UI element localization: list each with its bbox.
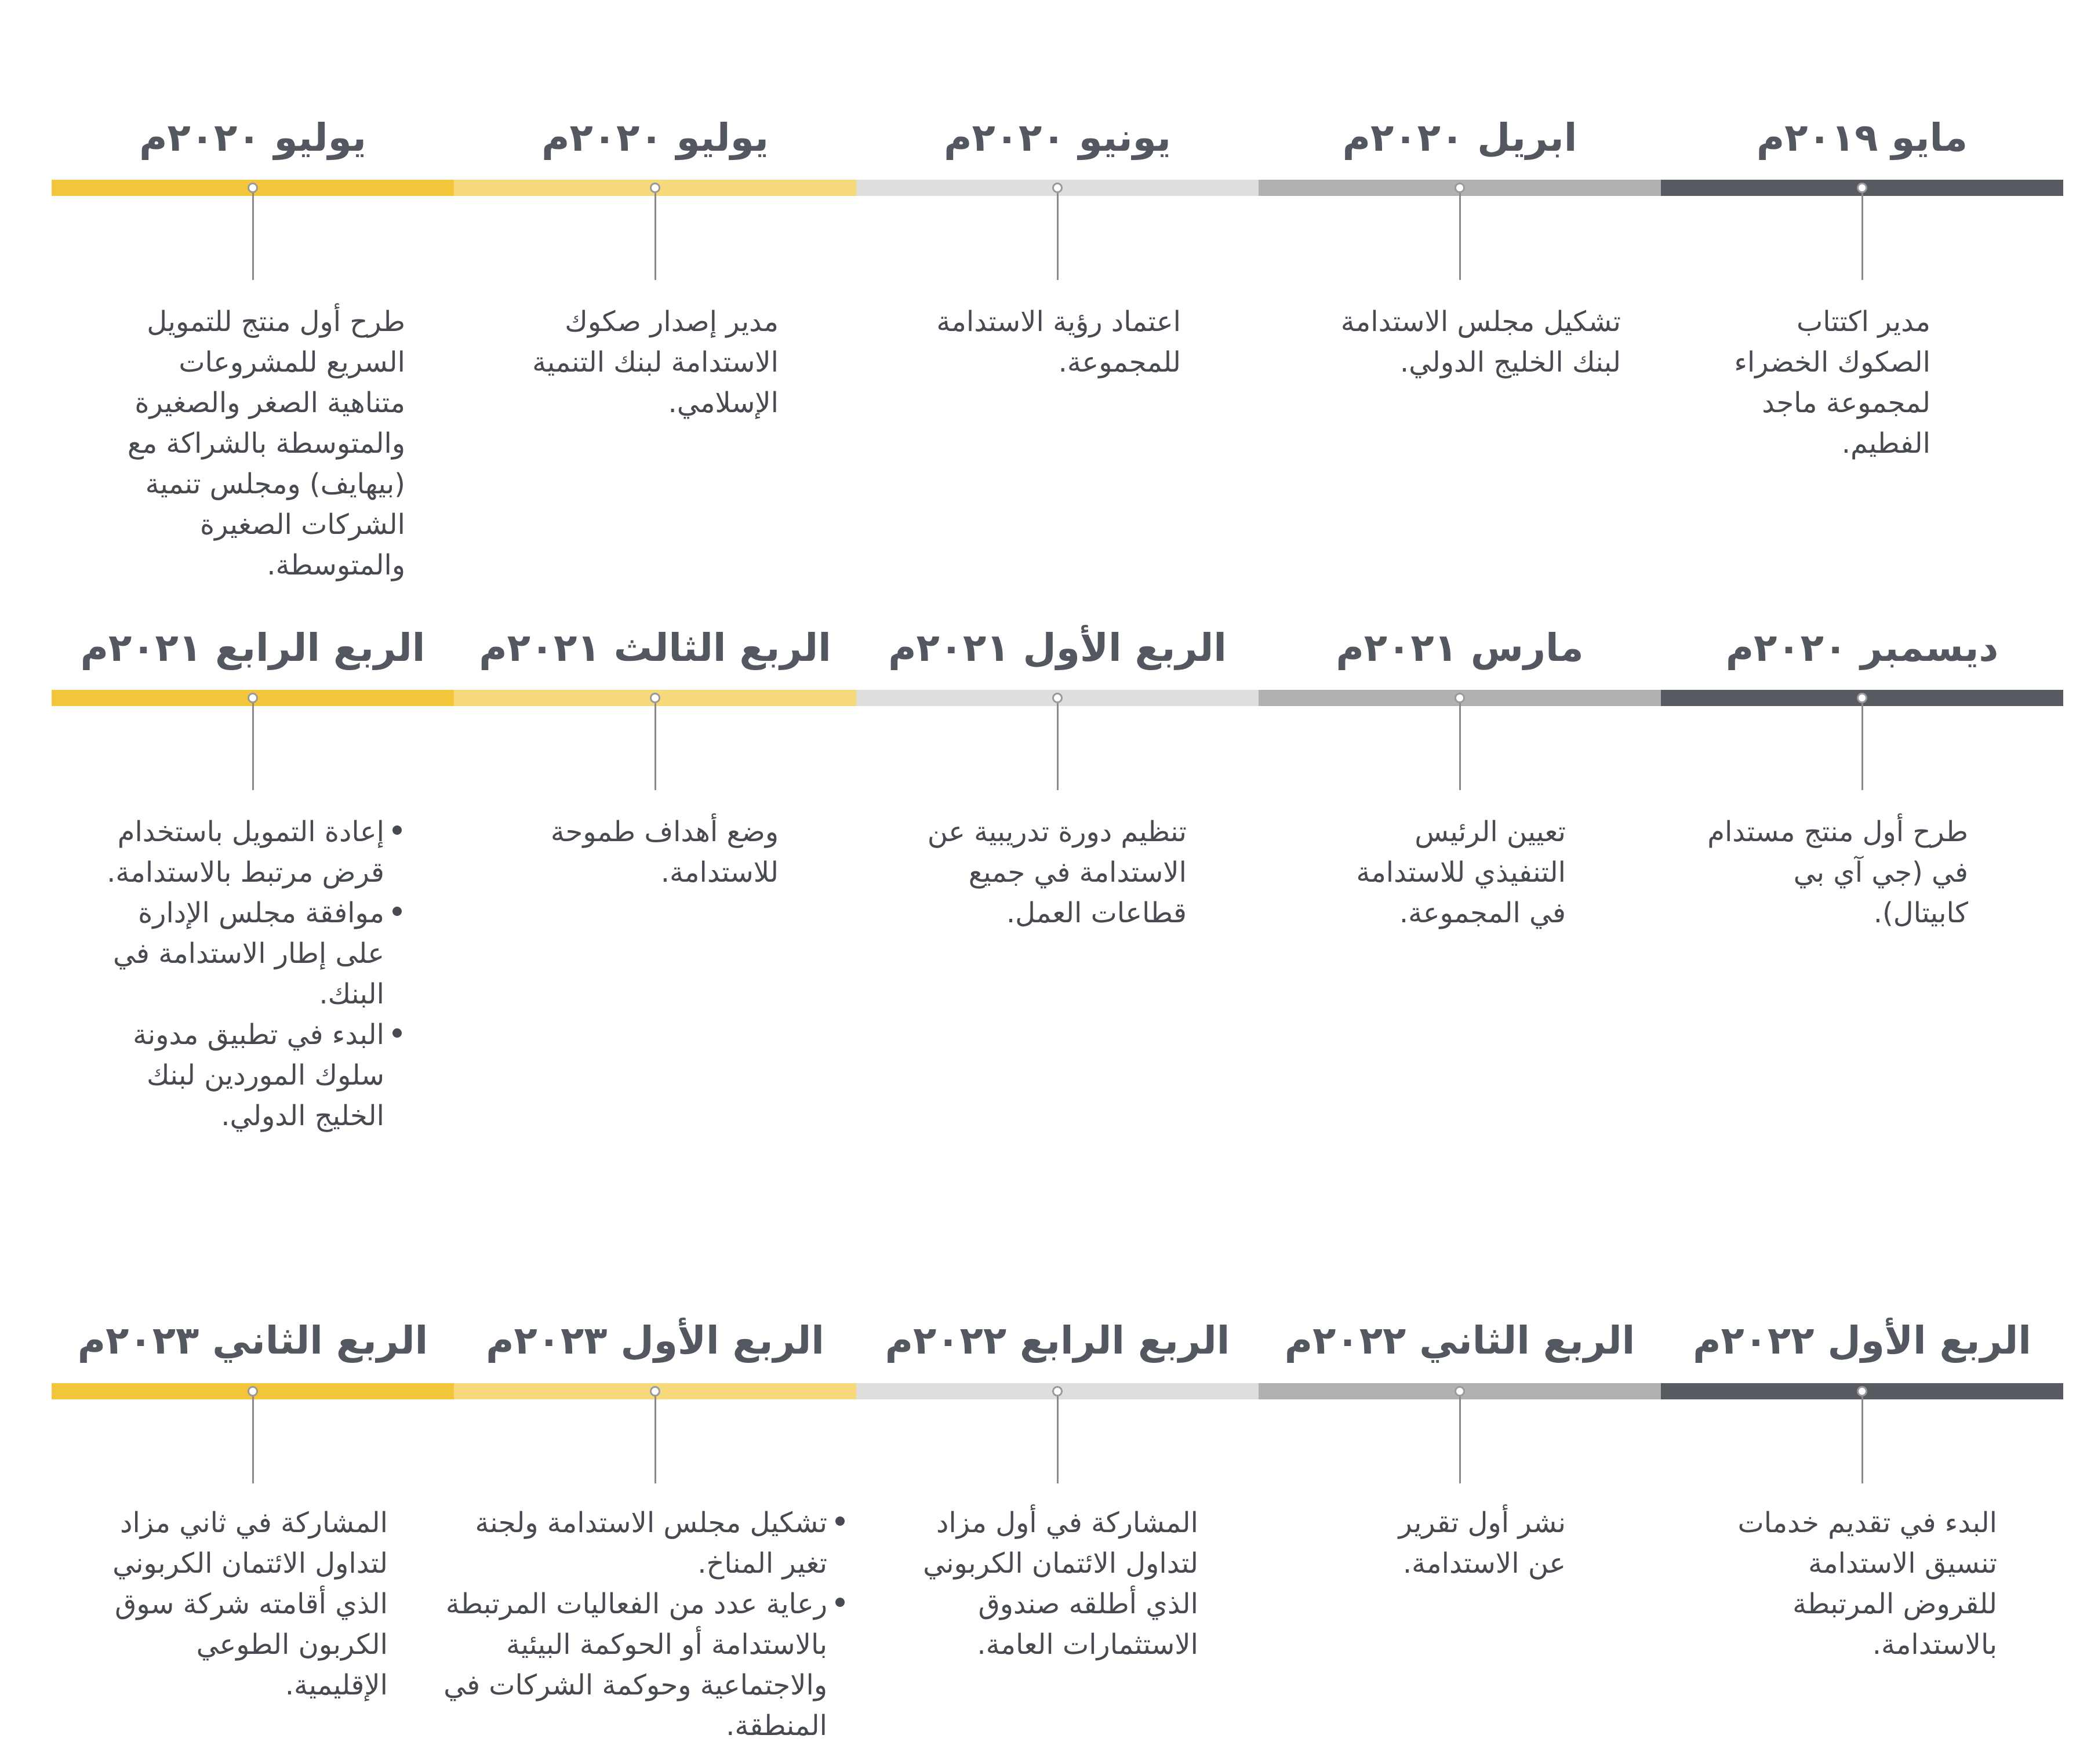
event-description: المشاركة في أول مزاد لتداول الائتمان الكربوني الذي أطلقه صندوق الاستثمارات العامة.	[923, 1507, 1198, 1661]
timeline-dot	[1857, 1386, 1867, 1396]
connector-line	[252, 703, 254, 790]
event-date: الربع الرابع ٢٠٢٢م	[885, 1318, 1230, 1363]
bullet-list	[92, 812, 405, 1136]
connector-line	[655, 193, 656, 280]
connector-line	[1057, 703, 1059, 790]
event-description	[92, 812, 405, 1136]
connector-line	[252, 1396, 254, 1483]
timeline-dot	[1052, 183, 1063, 193]
timeline-dot	[650, 693, 660, 703]
event-description: طرح أول منتج مستدام في (جي آي بي كابيتال).	[1707, 816, 1968, 929]
timeline-dot	[650, 1386, 660, 1396]
event-description: تشكيل مجلس الاستدامة لبنك الخليج الدولي.	[1340, 305, 1621, 379]
connector-line	[1459, 193, 1461, 280]
event-description: مدير إصدار صكوك الاستدامة لبنك التنمية الإسلامي.	[532, 305, 779, 419]
event-date: الربع الأول ٢٠٢٣م	[486, 1318, 824, 1363]
timeline-dot	[1455, 1386, 1465, 1396]
event-description: تعيين الرئيس التنفيذي للاستدامة في المجموعة.	[1356, 816, 1566, 929]
timeline-dot	[650, 183, 660, 193]
bullet-item: إعادة التمويل باستخدام قرض مرتبط بالاستدامة.	[92, 812, 405, 893]
connector-line	[1057, 193, 1059, 280]
timeline-dot	[1455, 693, 1465, 703]
event-date: يونيو ٢٠٢٠م	[944, 115, 1171, 160]
event-description: المشاركة في ثاني مزاد لتداول الائتمان الكربوني الذي أقامته شركة سوق الكربون الطوعي الإقليمية.	[112, 1507, 388, 1701]
event-date: مارس ٢٠٢١م	[1336, 625, 1584, 670]
event-date: الربع الأول ٢٠٢١م	[888, 625, 1227, 670]
event-date: الربع الثاني ٢٠٢٣م	[77, 1318, 428, 1363]
bullet-item: موافقة مجلس الإدارة على إطار الاستدامة في البنك.	[92, 893, 405, 1014]
event-description: تنظيم دورة تدريبية عن الاستدامة في جميع قطاعات العمل.	[927, 816, 1187, 929]
connector-line	[1861, 1396, 1863, 1483]
timeline-dot	[248, 183, 258, 193]
bullet-item: البدء في تطبيق مدونة سلوك الموردين لبنك الخليج الدولي.	[92, 1014, 405, 1136]
connector-line	[655, 1396, 656, 1483]
connector-line	[252, 193, 254, 280]
event-description: وضع أهداف طموحة للاستدامة.	[550, 816, 779, 889]
event-description	[442, 1503, 848, 1746]
connector-line	[655, 703, 656, 790]
timeline-dot	[1052, 1386, 1063, 1396]
timeline-dot	[248, 693, 258, 703]
event-date: يوليو ٢٠٢٠م	[541, 115, 769, 160]
bullet-item: تشكيل مجلس الاستدامة ولجنة تغير المناخ.	[442, 1503, 848, 1584]
connector-line	[1861, 193, 1863, 280]
event-description: مدير اكتتاب الصكوك الخضراء لمجموعة ماجد الفطيم.	[1734, 305, 1930, 460]
timeline-dot	[1857, 693, 1867, 703]
event-description: طرح أول منتج للتمويل السريع للمشروعات متناهية الصغر والصغيرة والمتوسطة بالشراكة مع (بيهايف) ومجلس تنمية الشركات الصغيرة والمتوسطة.	[127, 305, 405, 581]
event-date: الربع الأول ٢٠٢٢م	[1693, 1318, 2031, 1363]
connector-line	[1861, 703, 1863, 790]
event-description: البدء في تقديم خدمات تنسيق الاستدامة للقروض المرتبطة بالاستدامة.	[1737, 1507, 1997, 1661]
event-date: مايو ٢٠١٩م	[1756, 115, 1968, 160]
bullet-item: رعاية عدد من الفعاليات المرتبطة بالاستدامة أو الحوكمة البيئية والاجتماعية وحوكمة الشركات في المنطقة.	[442, 1584, 848, 1746]
event-date: الربع الثالث ٢٠٢١م	[479, 625, 831, 670]
event-date: ديسمبر ٢٠٢٠م	[1725, 625, 1999, 670]
event-description: اعتماد رؤية الاستدامة للمجموعة.	[936, 305, 1181, 379]
connector-line	[1459, 703, 1461, 790]
timeline-dot	[1857, 183, 1867, 193]
timeline-dot	[1052, 693, 1063, 703]
event-date: الربع الثاني ٢٠٢٢م	[1284, 1318, 1635, 1363]
bullet-list	[442, 1503, 848, 1746]
event-date: الربع الرابع ٢٠٢١م	[80, 625, 426, 670]
connector-line	[1057, 1396, 1059, 1483]
timeline-dot	[1455, 183, 1465, 193]
timeline-dot	[248, 1386, 258, 1396]
event-date: يوليو ٢٠٢٠م	[139, 115, 366, 160]
event-date: ابريل ٢٠٢٠م	[1342, 115, 1577, 160]
connector-line	[1459, 1396, 1461, 1483]
event-description: نشر أول تقرير عن الاستدامة.	[1398, 1507, 1566, 1580]
